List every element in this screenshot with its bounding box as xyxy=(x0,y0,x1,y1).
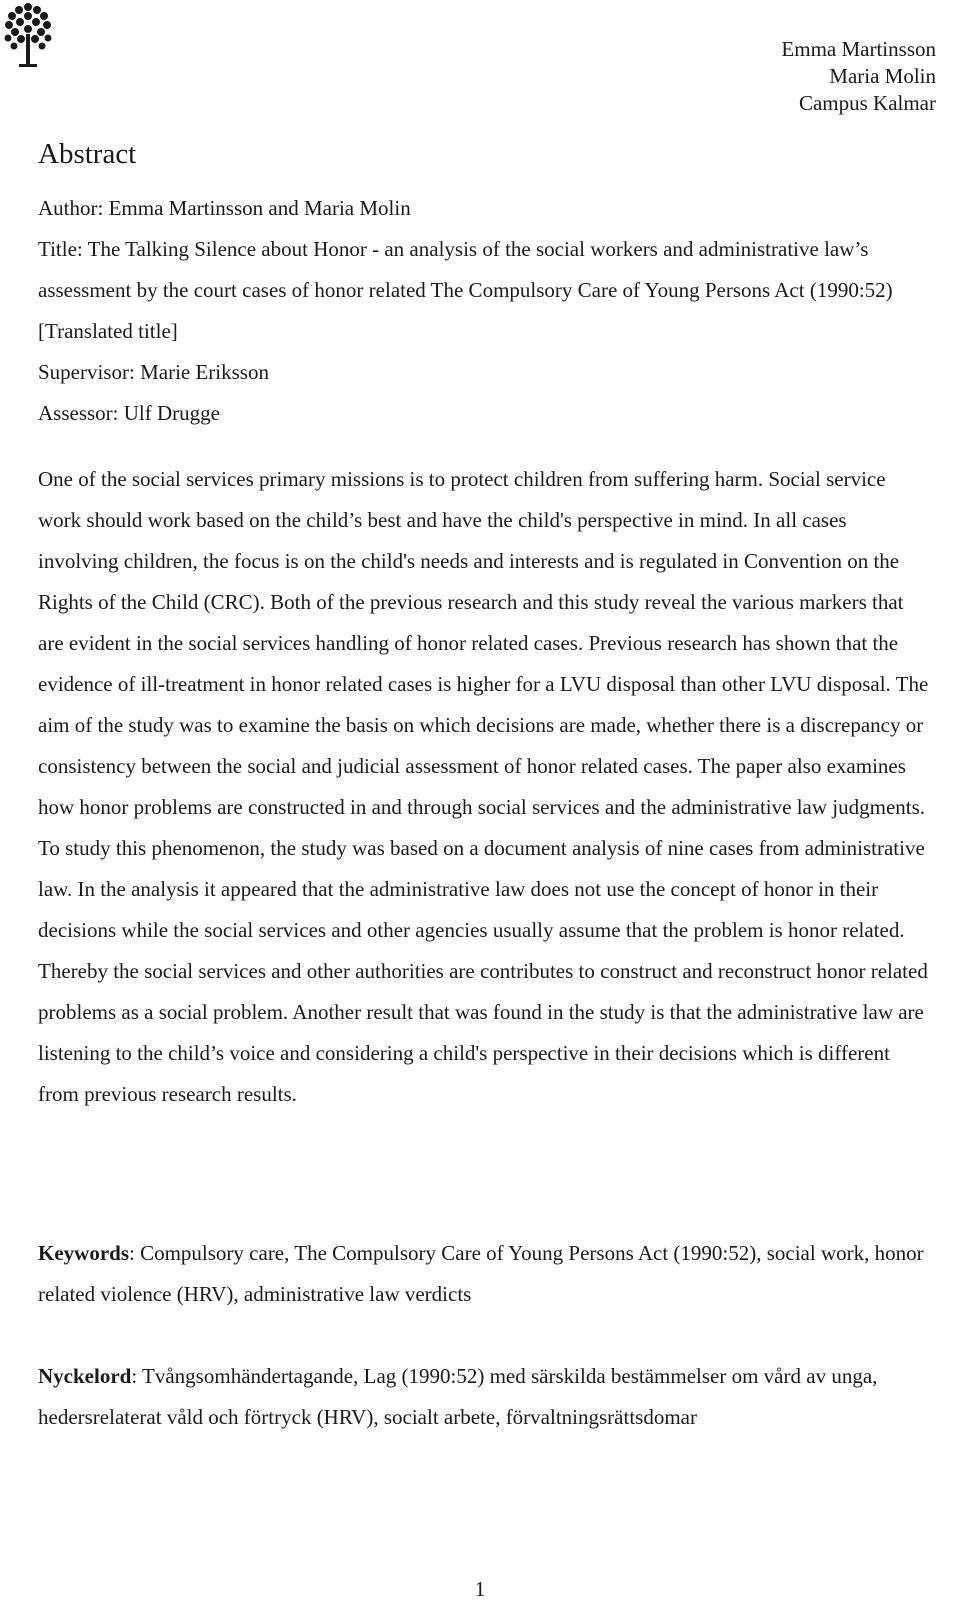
keywords-paragraph xyxy=(38,1233,931,1315)
author-name: Emma Martinsson xyxy=(781,37,936,61)
page-number: 1 xyxy=(474,1577,486,1601)
keywords-label: Keywords xyxy=(38,1241,129,1265)
author-line: Author: Emma Martinsson and Maria Molin xyxy=(38,196,411,220)
thesis-metadata xyxy=(38,188,933,434)
nyckelord-paragraph xyxy=(38,1356,931,1438)
abstract-body: One of the social services primary missions is to protect children from suffering harm. Social service work should work based on the child’s best and have the child's perspective in mind. In all cases involving children, the focus is on the child's needs and interests and is regulated in Convention on the Rights of the Child (CRC). Both of the previous research and this study reveal the various markers that are evident in the social services handling of honor related cases. Previous research has shown that the evidence of ill-treatment in honor related cases is higher for a LVU disposal than other LVU disposal. The aim of the study was to examine the basis on which decisions are made, whether there is a discrepancy or consistency between the social and judicial assessment of honor related cases. The paper also examines how honor problems are constructed in and through social services and the administrative law judgments. To study this phenomenon, the study was based on a document analysis of nine cases from administrative law. In the analysis it appeared that the administrative law does not use the concept of honor in their decisions while the social services and other agencies usually assume that the problem is honor related. Thereby the social services and other authorities are contributes to construct and reconstruct honor related problems as a social problem. Another result that was found in the study is that the administrative law are listening to the child’s voice and considering a child's perspective in their decisions which is different from previous research results. xyxy=(38,467,929,1106)
keywords-text: : Compulsory care, The Compulsory Care of Young Persons Act (1990:52), social work, honor related violence (HRV), administrative law verdicts xyxy=(38,1241,924,1306)
assessor-line: Assessor: Ulf Drugge xyxy=(38,401,220,425)
nyckelord-label: Nyckelord xyxy=(38,1364,132,1388)
nyckelord-text: : Tvångsomhändertagande, Lag (1990:52) med särskilda bestämmelser om vård av unga, hedersrelaterat våld och förtryck (HRV), socialt arbete, förvaltningsrättsdomar xyxy=(38,1364,878,1429)
tree-logo-icon xyxy=(3,2,53,70)
author-header xyxy=(781,36,936,117)
campus-name: Campus Kalmar xyxy=(798,91,936,115)
supervisor-line: Supervisor: Marie Eriksson xyxy=(38,360,269,384)
abstract-heading: Abstract xyxy=(38,138,137,170)
author-name: Maria Molin xyxy=(829,64,936,88)
title-line: Title: The Talking Silence about Honor - an analysis of the social workers and administrative law’s assessment by the court cases of honor related The Compulsory Care of Young Persons Act (1990:52) [Translated title] xyxy=(38,237,893,343)
